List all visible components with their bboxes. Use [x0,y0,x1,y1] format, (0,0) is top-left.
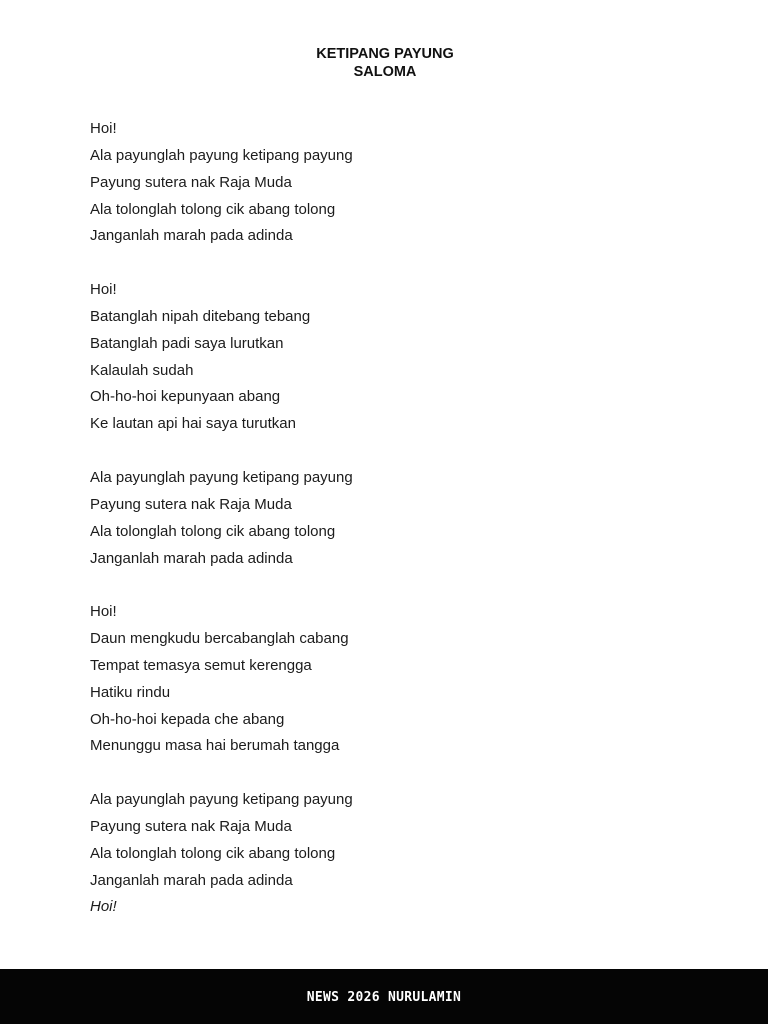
lyric-line: Ala tolonglah tolong cik abang tolong [90,200,336,218]
lyric-line-closing: Hoi! [90,898,117,916]
lyric-line: Janganlah marah pada adinda [90,549,293,567]
lyric-line: Payung sutera nak Raja Muda [90,495,292,513]
song-title: KETIPANG PAYUNG [316,46,454,62]
stanza-2 [90,277,353,438]
lyric-line: Janganlah marah pada adinda [90,227,293,245]
title-block [0,45,768,81]
lyric-line: Batanglah padi saya lurutkan [90,334,284,352]
lyric-line: Oh-ho-hoi kepada che abang [90,710,285,728]
stanza-4 [90,599,353,760]
lyric-line: Hoi! [90,603,117,621]
lyric-line: Kalaulah sudah [90,361,194,379]
lyric-line: Menunggu masa hai berumah tangga [90,737,340,755]
lyric-line: Daun mengkudu bercabanglah cabang [90,630,349,648]
lyric-line: Hatiku rindu [90,683,171,701]
footer-banner [0,969,768,1024]
artist-name: SALOMA [353,64,417,80]
lyric-line: Ala tolonglah tolong cik abang tolong [90,522,336,540]
footer-text: NEWS 2026 NURULAMIN [306,989,462,1005]
lyric-line: Ke lautan api hai saya turutkan [90,415,296,433]
lyric-line: Payung sutera nak Raja Muda [90,817,292,835]
stanza-3 [90,465,353,572]
stanza-1 [90,116,353,250]
lyric-line: Ala tolonglah tolong cik abang tolong [90,844,336,862]
lyric-line: Oh-ho-hoi kepunyaan abang [90,388,281,406]
lyric-line: Tempat temasya semut kerengga [90,656,312,674]
lyric-line: Janganlah marah pada adinda [90,871,293,889]
lyric-line: Ala payunglah payung ketipang payung [90,791,353,809]
lyric-line: Hoi! [90,120,117,137]
lyrics [90,116,353,921]
stanza-5 [90,787,353,921]
lyric-line: Hoi! [90,281,117,299]
lyric-line: Batanglah nipah ditebang tebang [90,307,311,325]
lyric-line: Ala payunglah payung ketipang payung [90,468,353,486]
lyric-line: Payung sutera nak Raja Muda [90,173,292,191]
lyric-line: Ala payunglah payung ketipang payung [90,146,353,164]
